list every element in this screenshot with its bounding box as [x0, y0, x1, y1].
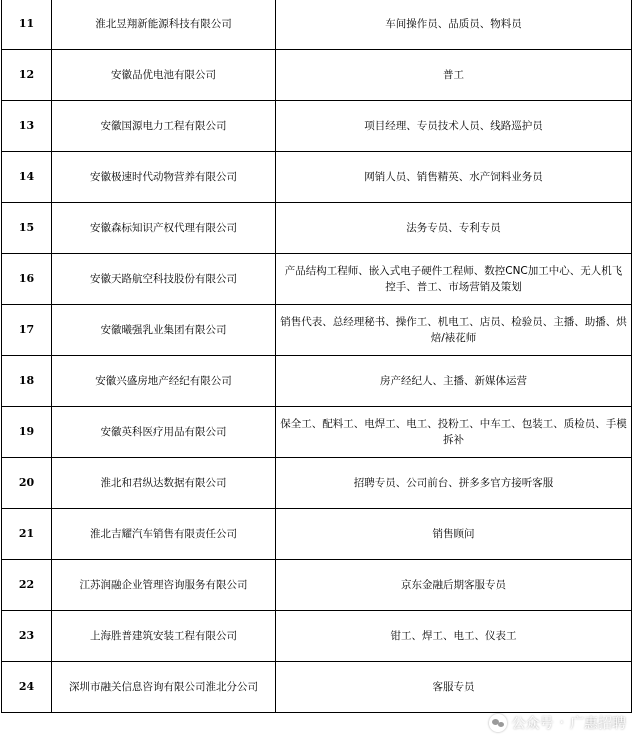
- watermark-account: 广惠招聘: [570, 716, 626, 732]
- row-number: 17: [2, 305, 52, 356]
- job-positions: 项目经理、专员技术人员、线路巡护员: [276, 101, 632, 152]
- job-listing-table: [1, 0, 632, 713]
- table-row: [2, 356, 632, 407]
- job-positions: 销售代表、总经理秘书、操作工、机电工、店员、检验员、主播、助播、烘焙/裱花师: [276, 305, 632, 356]
- job-positions: 销售顾问: [276, 509, 632, 560]
- row-number: 19: [2, 407, 52, 458]
- row-number: 15: [2, 203, 52, 254]
- row-number: 14: [2, 152, 52, 203]
- row-number: 12: [2, 50, 52, 101]
- job-positions: 法务专员、专利专员: [276, 203, 632, 254]
- row-number: 20: [2, 458, 52, 509]
- table-row: [2, 152, 632, 203]
- company-name: 淮北和君纵达数据有限公司: [52, 458, 276, 509]
- watermark-separator: ·: [559, 715, 564, 731]
- job-positions: 京东金融后期客服专员: [276, 560, 632, 611]
- table-row: [2, 305, 632, 356]
- company-name: 安徽英科医疗用品有限公司: [52, 407, 276, 458]
- watermark-source: 公众号: [511, 716, 554, 732]
- company-name: 安徽天路航空科技股份有限公司: [52, 254, 276, 305]
- job-positions: 房产经纪人、主播、新媒体运营: [276, 356, 632, 407]
- row-number: 16: [2, 254, 52, 305]
- company-name: 安徽森标知识产权代理有限公司: [52, 203, 276, 254]
- job-positions: 招聘专员、公司前台、拼多多官方接听客服: [276, 458, 632, 509]
- job-positions: 网销人员、销售精英、水产饲料业务员: [276, 152, 632, 203]
- row-number: 24: [2, 662, 52, 713]
- job-positions: 钳工、焊工、电工、仪表工: [276, 611, 632, 662]
- watermark: [489, 713, 626, 733]
- company-name: 安徽兴盛房地产经纪有限公司: [52, 356, 276, 407]
- company-name: 安徽极速时代动物营养有限公司: [52, 152, 276, 203]
- table-row: [2, 509, 632, 560]
- company-name: 淮北吉耀汽车销售有限责任公司: [52, 509, 276, 560]
- table-row: [2, 50, 632, 101]
- company-name: 淮北昱翔新能源科技有限公司: [52, 0, 276, 50]
- job-positions: 客服专员: [276, 662, 632, 713]
- table-row: [2, 458, 632, 509]
- table-row: [2, 407, 632, 458]
- table-row: [2, 0, 632, 50]
- table-row: [2, 662, 632, 713]
- table-body: [2, 0, 632, 713]
- table-row: [2, 203, 632, 254]
- company-name: 深圳市融关信息咨询有限公司淮北分公司: [52, 662, 276, 713]
- company-name: 江苏润融企业管理咨询服务有限公司: [52, 560, 276, 611]
- company-name: 上海胜普建筑安装工程有限公司: [52, 611, 276, 662]
- row-number: 18: [2, 356, 52, 407]
- company-name: 安徽品优电池有限公司: [52, 50, 276, 101]
- row-number: 11: [2, 0, 52, 50]
- job-positions: 产品结构工程师、嵌入式电子硬件工程师、数控CNC加工中心、无人机飞控手、普工、市场营销及策划: [276, 254, 632, 305]
- table-row: [2, 560, 632, 611]
- wechat-icon: [489, 714, 507, 732]
- table-row: [2, 611, 632, 662]
- job-positions: 车间操作员、品质员、物料员: [276, 0, 632, 50]
- table-row: [2, 101, 632, 152]
- company-name: 安徽国源电力工程有限公司: [52, 101, 276, 152]
- row-number: 23: [2, 611, 52, 662]
- job-positions: 保全工、配料工、电焊工、电工、投粉工、中车工、包装工、质检员、手模拆补: [276, 407, 632, 458]
- row-number: 21: [2, 509, 52, 560]
- company-name: 安徽曦强乳业集团有限公司: [52, 305, 276, 356]
- job-positions: 普工: [276, 50, 632, 101]
- row-number: 22: [2, 560, 52, 611]
- row-number: 13: [2, 101, 52, 152]
- table-row: [2, 254, 632, 305]
